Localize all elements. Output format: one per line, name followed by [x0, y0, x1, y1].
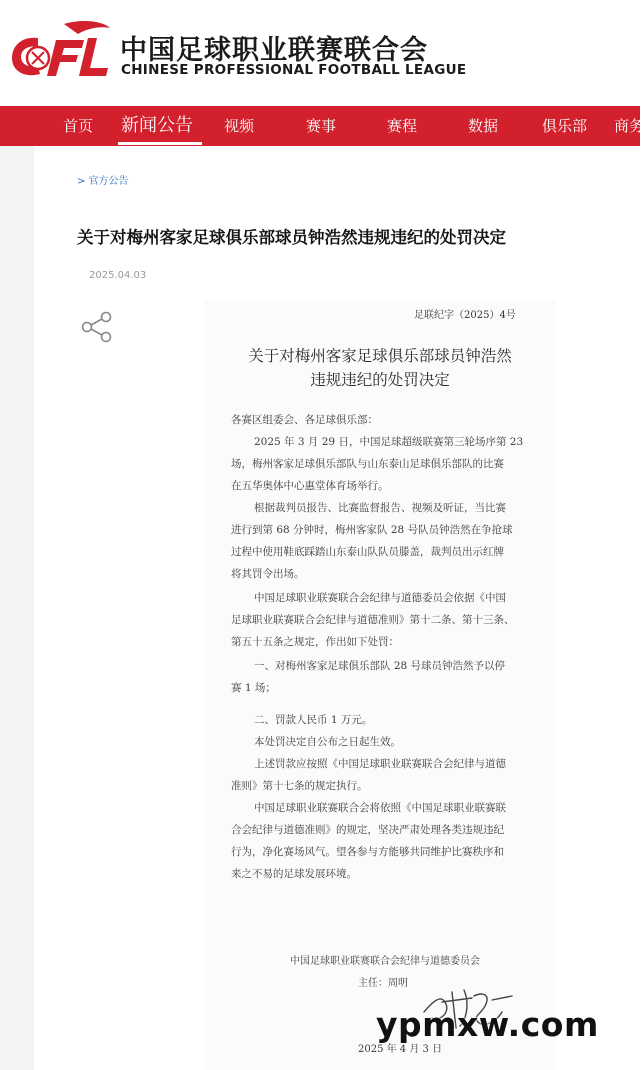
document-line: 在五华奥体中心惠堂体育场举行。: [231, 480, 389, 492]
document-line: 准则》第十七条的规定执行。: [231, 780, 368, 792]
logo-english-text: CHINESE PROFESSIONAL FOOTBALL LEAGUE: [121, 62, 467, 78]
document-line: 来之不易的足球发展环境。: [231, 868, 357, 880]
document-line: 合会纪律与道德准则》的规定，坚决严肃处理各类违规违纪: [231, 824, 504, 836]
nav-item-home[interactable]: 首页: [63, 117, 94, 135]
watermark-text: ypmxw.com: [376, 1005, 599, 1044]
nav-item-events[interactable]: 赛事: [306, 117, 337, 135]
article-title: 关于对梅州客家足球俱乐部球员钟浩然违规违纪的处罚决定: [77, 228, 506, 247]
document-reference: 足联纪字（2025）4号: [414, 310, 516, 321]
left-gutter: [0, 146, 34, 1070]
document-line: 上述罚款应按照《中国足球职业联赛联合会纪律与道德: [254, 758, 506, 770]
penalty-document-image: [204, 300, 556, 1070]
nav-active-indicator: [118, 142, 202, 145]
nav-item-video[interactable]: 视频: [224, 117, 255, 135]
document-line: 进行到第 68 分钟时，梅州客家队 28 号队员钟浩然在争抢球: [231, 524, 513, 536]
document-line: 各赛区组委会、各足球俱乐部：: [231, 414, 378, 426]
document-line: 将其罚令出场。: [231, 568, 305, 580]
nav-item-schedule[interactable]: 赛程: [387, 117, 418, 135]
breadcrumb[interactable]: > 官方公告: [77, 176, 129, 187]
document-line: 中国足球职业联赛联合会将依照《中国足球职业联赛联: [254, 802, 506, 814]
logo-chinese-text: 中国足球职业联赛联合会: [120, 35, 428, 66]
nav-item-business[interactable]: 商务: [614, 117, 644, 135]
document-line: 本处罚决定自公布之日起生效。: [254, 736, 401, 748]
document-line: 足球职业联赛联合会纪律与道德准则》第十二条、第十三条、: [231, 614, 515, 626]
document-line: 场，梅州客家足球俱乐部队与山东泰山足球俱乐部队的比赛: [231, 458, 504, 470]
document-line: 赛 1 场；: [231, 682, 276, 694]
document-title-line: 违规违纪的处罚决定: [310, 371, 450, 389]
document-line: 第五十五条之规定，作出如下处罚：: [231, 636, 399, 648]
nav-item-clubs[interactable]: 俱乐部: [542, 117, 588, 135]
site-header: [0, 0, 640, 106]
share-icon[interactable]: [80, 311, 114, 343]
document-line: 中国足球职业联赛联合会纪律与道德委员会依据《中国: [254, 592, 506, 604]
document-title-line: 关于对梅州客家足球俱乐部球员钟浩然: [248, 347, 512, 365]
document-line: 根据裁判员报告、比赛监督报告、视频及听证，当比赛: [254, 502, 506, 514]
article-date: 2025.04.03: [89, 270, 147, 281]
cfl-logo-icon[interactable]: [4, 18, 112, 82]
document-line: 过程中使用鞋底踩踏山东泰山队队员滕盖，裁判员出示红牌: [231, 546, 504, 558]
document-signing-org: 中国足球职业联赛联合会纪律与道德委员会: [290, 956, 480, 967]
document-line: 一、对梅州客家足球俱乐部队 28 号球员钟浩然予以停: [254, 660, 506, 672]
document-line: 2025 年 3 月 29 日，中国足球超级联赛第三轮场序第 23: [254, 436, 524, 448]
document-line: 行为，净化赛场风气。望各参与方能够共同维护比赛秩序和: [231, 846, 504, 858]
nav-item-data[interactable]: 数据: [468, 117, 499, 135]
document-signing-chair: 主任：周明: [358, 978, 408, 989]
document-line: 二、罚款人民币 1 万元。: [254, 714, 373, 726]
main-nav: [0, 106, 644, 146]
nav-item-news[interactable]: 新闻公告: [121, 115, 193, 136]
document-signing-date: 2025 年 4 月 3 日: [358, 1044, 443, 1055]
